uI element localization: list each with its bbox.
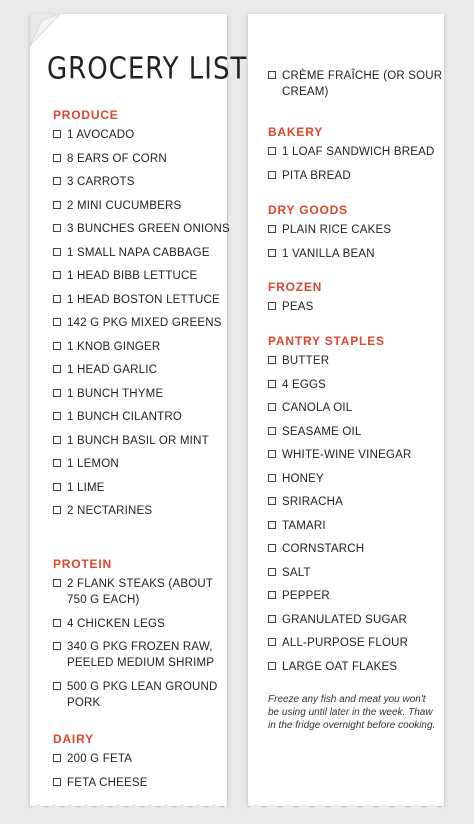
item-label: 340 G PKG FROZEN RAW, PEELED MEDIUM SHRIMP xyxy=(67,641,215,669)
section-bakery xyxy=(268,125,446,191)
checklist-item[interactable] xyxy=(268,299,446,315)
checklist-item[interactable] xyxy=(53,616,231,632)
section-heading-pantry: PANTRY STAPLES xyxy=(268,334,385,348)
item-label: HONEY xyxy=(282,472,324,485)
checkbox-icon[interactable] xyxy=(53,130,61,138)
list-protein xyxy=(53,576,231,711)
checklist-item[interactable] xyxy=(268,659,446,675)
section-frozen xyxy=(268,280,446,323)
item-label: 1 SMALL NAPA CABBAGE xyxy=(67,246,210,259)
checklist-item[interactable] xyxy=(268,565,446,581)
list-pantry xyxy=(268,353,446,675)
checklist-item[interactable] xyxy=(268,588,446,604)
item-label: 142 G PKG MIXED GREENS xyxy=(67,317,222,329)
checklist-item[interactable] xyxy=(53,433,231,449)
item-label: PEAS xyxy=(282,301,314,313)
section-dairy xyxy=(53,732,231,798)
checkbox-icon[interactable] xyxy=(53,271,61,279)
item-label: 4 CHICKEN LEGS xyxy=(67,617,166,630)
section-heading-dry-goods: DRY GOODS xyxy=(268,203,348,217)
checkbox-icon[interactable] xyxy=(53,295,61,303)
item-label: 1 BUNCH CILANTRO xyxy=(67,411,183,423)
list-produce xyxy=(53,127,231,519)
checkbox-icon[interactable] xyxy=(53,778,61,786)
section-heading-bakery: BAKERY xyxy=(268,125,324,139)
checklist-item[interactable] xyxy=(53,409,231,425)
checklist-item[interactable] xyxy=(53,480,231,496)
checkbox-icon[interactable] xyxy=(53,224,61,232)
checkbox-icon[interactable] xyxy=(268,450,276,458)
checkbox-icon[interactable] xyxy=(53,154,61,162)
checklist-item[interactable] xyxy=(268,424,446,440)
item-label: 1 AVOCADO xyxy=(67,129,135,141)
checkbox-icon[interactable] xyxy=(53,389,61,397)
checklist-item[interactable] xyxy=(53,221,231,237)
checkbox-icon[interactable] xyxy=(53,754,61,762)
checkbox-icon[interactable] xyxy=(268,662,276,670)
item-label: 1 KNOB GINGER xyxy=(67,340,161,353)
checkbox-icon[interactable] xyxy=(268,225,276,233)
checkbox-icon[interactable] xyxy=(268,638,276,646)
checkbox-icon[interactable] xyxy=(53,579,61,587)
section-dry-goods xyxy=(268,203,446,269)
checklist-item[interactable] xyxy=(53,339,231,355)
checkbox-icon[interactable] xyxy=(268,427,276,435)
checklist-item[interactable] xyxy=(268,168,446,184)
section-heading-protein: PROTEIN xyxy=(53,557,112,571)
checkbox-icon[interactable] xyxy=(268,521,276,529)
item-label: GRANULATED SUGAR xyxy=(282,613,408,626)
checklist-item[interactable] xyxy=(53,151,231,167)
checkbox-icon[interactable] xyxy=(268,356,276,364)
checklist-item[interactable] xyxy=(53,456,231,472)
item-label: 3 CARROTS xyxy=(67,176,135,188)
item-label: LARGE OAT FLAKES xyxy=(282,660,398,673)
checkbox-icon[interactable] xyxy=(53,619,61,627)
storage-note: Freeze any fish and meat you won't be using until later in the week. Thaw in the fridge overnight before cooking. xyxy=(268,694,436,731)
checklist-item[interactable] xyxy=(268,635,446,651)
checkbox-icon[interactable] xyxy=(53,506,61,514)
item-label: CRÈME FRAÎCHE (OR SOUR CREAM) xyxy=(282,70,443,98)
checkbox-icon[interactable] xyxy=(268,591,276,599)
item-label: PEPPER xyxy=(282,590,330,602)
checkbox-icon[interactable] xyxy=(53,248,61,256)
item-label: 200 G FETA xyxy=(67,753,133,765)
item-label: 1 LEMON xyxy=(67,458,119,470)
checklist-item[interactable] xyxy=(53,315,231,331)
checkbox-icon[interactable] xyxy=(53,436,61,444)
item-label: 1 LOAF SANDWICH BREAD xyxy=(282,146,435,158)
item-label: FETA CHEESE xyxy=(67,776,148,789)
checklist-item[interactable] xyxy=(53,268,231,284)
item-label: 1 HEAD GARLIC xyxy=(67,364,158,376)
item-label: CANOLA OIL xyxy=(282,402,353,414)
checklist-item[interactable] xyxy=(268,246,446,262)
right-torn-edge-icon xyxy=(248,802,444,812)
checkbox-icon[interactable] xyxy=(53,682,61,690)
checklist-item[interactable] xyxy=(53,503,231,519)
list-frozen xyxy=(268,299,446,315)
section-heading-frozen: FROZEN xyxy=(268,280,323,294)
checklist-item[interactable] xyxy=(53,386,231,402)
checkbox-icon[interactable] xyxy=(53,642,61,650)
checkbox-icon[interactable] xyxy=(53,342,61,350)
section-heading-dairy: DAIRY xyxy=(53,732,94,746)
checkbox-icon[interactable] xyxy=(268,474,276,482)
item-label: 2 MINI CUCUMBERS xyxy=(67,199,182,212)
item-label: 2 NECTARINES xyxy=(67,505,153,517)
checklist-item[interactable] xyxy=(53,751,231,767)
checklist-item[interactable] xyxy=(53,576,231,608)
item-label: 8 EARS OF CORN xyxy=(67,152,167,165)
item-label: 1 HEAD BOSTON LETTUCE xyxy=(67,293,220,306)
checklist-item[interactable] xyxy=(268,612,446,628)
checklist-item[interactable] xyxy=(268,541,446,557)
checkbox-icon[interactable] xyxy=(268,380,276,388)
list-dry-goods xyxy=(268,222,446,262)
left-torn-edge-icon xyxy=(30,802,227,812)
checklist-item[interactable] xyxy=(53,775,231,791)
checkbox-icon[interactable] xyxy=(268,171,276,179)
item-label: 1 VANILLA BEAN xyxy=(282,247,375,260)
checklist-item[interactable] xyxy=(268,144,446,160)
item-label: 1 LIME xyxy=(67,481,105,494)
item-label: BUTTER xyxy=(282,355,330,367)
item-label: 1 HEAD BIBB LETTUCE xyxy=(67,270,198,282)
checklist-item[interactable] xyxy=(268,222,446,238)
item-label: WHITE-WINE VINEGAR xyxy=(282,449,412,461)
checklist-item[interactable] xyxy=(53,198,231,214)
checklist-item[interactable] xyxy=(268,400,446,416)
checklist-item[interactable] xyxy=(268,471,446,487)
section-protein xyxy=(53,557,231,718)
checklist-item[interactable] xyxy=(268,447,446,463)
checkbox-icon[interactable] xyxy=(268,302,276,310)
item-label: 500 G PKG LEAN GROUND PORK xyxy=(67,680,218,709)
section-heading-produce: PRODUCE xyxy=(53,108,119,122)
checklist-item[interactable] xyxy=(53,127,231,143)
checklist-item[interactable] xyxy=(53,245,231,261)
checklist-item[interactable] xyxy=(53,679,231,711)
folded-corner-icon xyxy=(30,14,60,46)
checkbox-icon[interactable] xyxy=(268,403,276,411)
section-produce xyxy=(53,108,231,527)
section-dairy-continued xyxy=(268,68,446,108)
checklist-item[interactable] xyxy=(53,362,231,378)
list-dairy-left xyxy=(53,751,231,791)
item-label: 1 BUNCH THYME xyxy=(67,387,164,400)
checkbox-icon[interactable] xyxy=(53,201,61,209)
checkbox-icon[interactable] xyxy=(268,497,276,505)
section-pantry-staples xyxy=(268,334,446,682)
checklist-item[interactable] xyxy=(268,353,446,369)
item-label: 4 EGGS xyxy=(282,378,327,391)
checklist-item[interactable] xyxy=(53,639,231,671)
checkbox-icon[interactable] xyxy=(268,71,276,79)
checklist-item[interactable] xyxy=(53,292,231,308)
checkbox-icon[interactable] xyxy=(53,412,61,420)
checklist-item[interactable] xyxy=(268,68,446,100)
checkbox-icon[interactable] xyxy=(53,365,61,373)
item-label: CORNSTARCH xyxy=(282,543,365,555)
checkbox-icon[interactable] xyxy=(53,177,61,185)
item-label: PITA BREAD xyxy=(282,169,351,182)
checkbox-icon[interactable] xyxy=(53,459,61,467)
item-label: SALT xyxy=(282,566,311,579)
item-label: TAMARI xyxy=(282,519,326,532)
item-label: SRIRACHA xyxy=(282,496,344,508)
item-label: PLAIN RICE CAKES xyxy=(282,224,392,236)
checklist-item[interactable] xyxy=(268,377,446,393)
item-label: ALL-PURPOSE FLOUR xyxy=(282,637,409,649)
checkbox-icon[interactable] xyxy=(53,483,61,491)
item-label: SEASAME OIL xyxy=(282,425,362,438)
item-label: 3 BUNCHES GREEN ONIONS xyxy=(67,223,230,235)
item-label: 1 BUNCH BASIL OR MINT xyxy=(67,434,209,447)
checkbox-icon[interactable] xyxy=(268,544,276,552)
checkbox-icon[interactable] xyxy=(268,249,276,257)
checkbox-icon[interactable] xyxy=(53,318,61,326)
page-title: GROCERY LIST xyxy=(47,52,248,87)
list-bakery xyxy=(268,144,446,184)
checklist-item[interactable] xyxy=(268,518,446,534)
checkbox-icon[interactable] xyxy=(268,615,276,623)
list-dairy-right xyxy=(268,68,446,100)
checklist-item[interactable] xyxy=(268,494,446,510)
checkbox-icon[interactable] xyxy=(268,568,276,576)
checklist-item[interactable] xyxy=(53,174,231,190)
item-label: 2 FLANK STEAKS (ABOUT 750 G EACH) xyxy=(67,578,213,606)
checkbox-icon[interactable] xyxy=(268,147,276,155)
